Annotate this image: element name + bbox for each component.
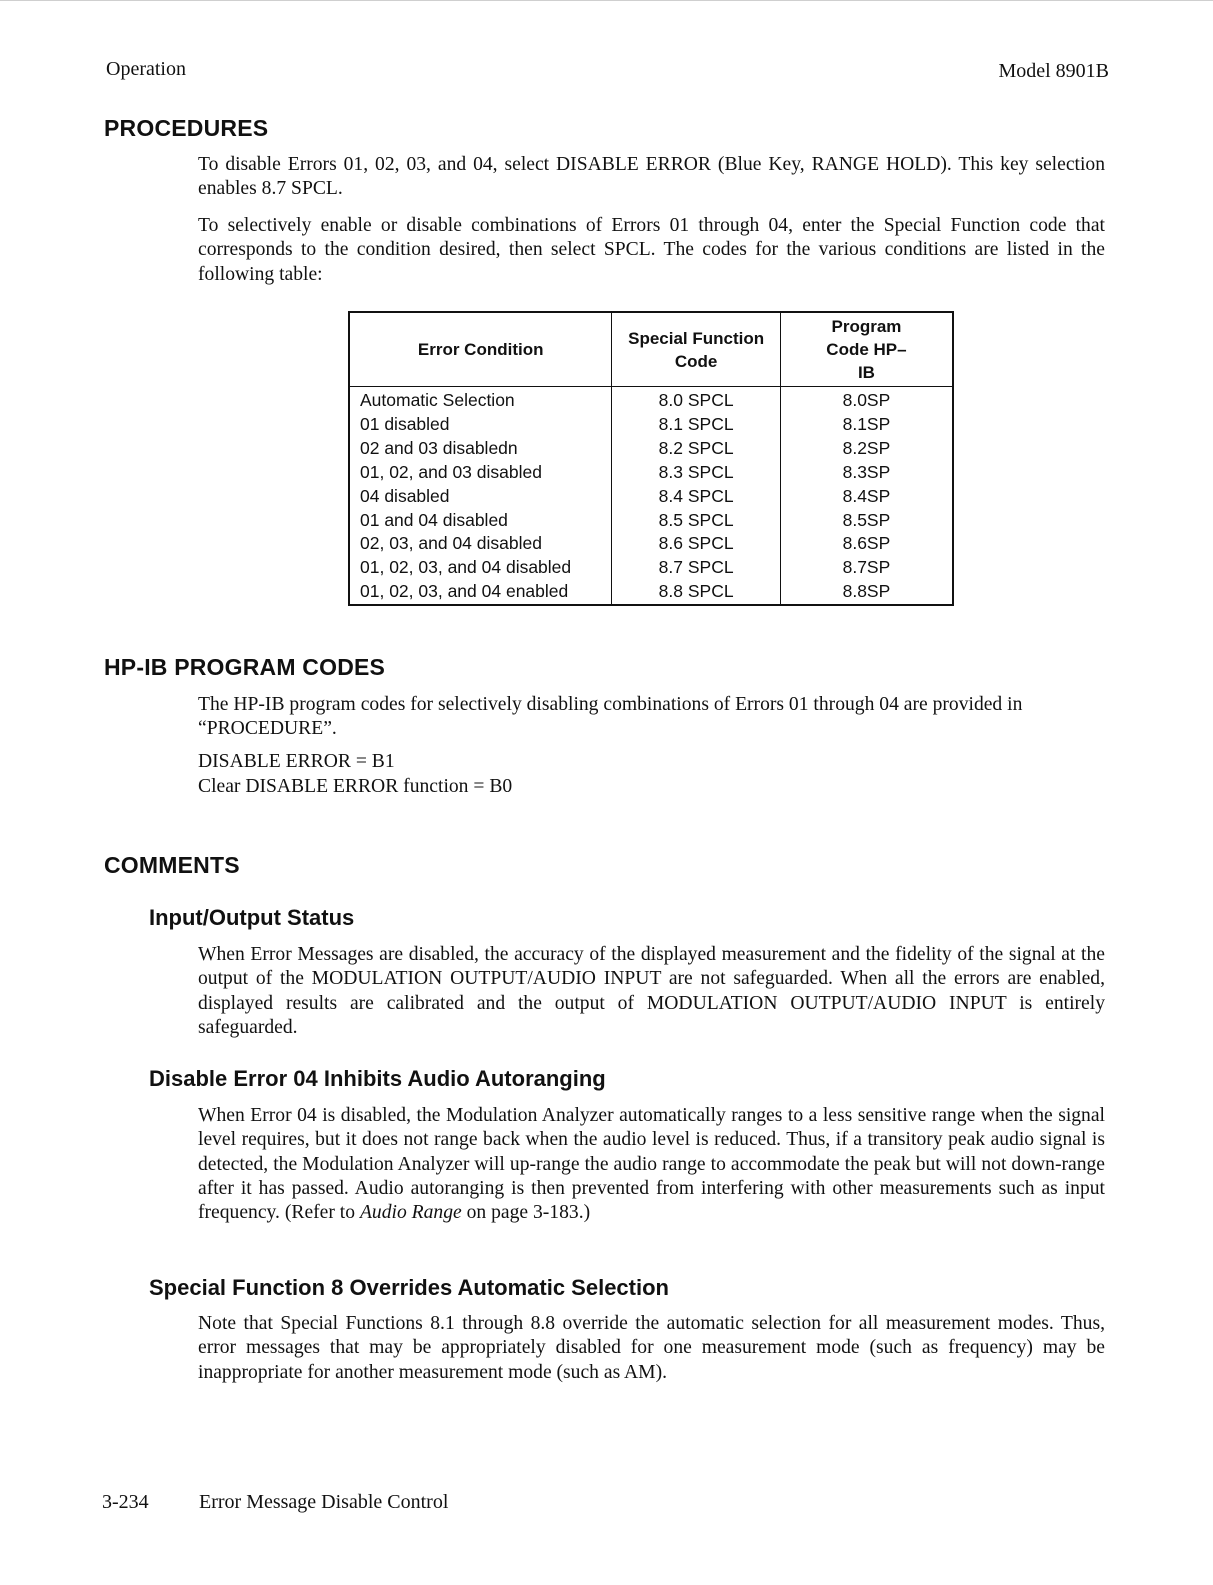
table-header-row — [349, 312, 953, 387]
io-status-heading: Input/Output Status — [149, 905, 355, 930]
cell-condition: 04 disabled — [349, 485, 612, 509]
procedures-heading: PROCEDURES — [104, 115, 269, 141]
cell-special-function: 8.0 SPCL — [612, 387, 781, 413]
sf8-paragraph: Note that Special Functions 8.1 through 8.8 override the automatic selection for all measurement modes. Thus, error messages that may be appropriately disabled for one measurement mode (such as frequency) may be inappropriate for another measurement mode (such as AM). — [198, 1313, 1105, 1383]
table-row — [349, 387, 953, 413]
table-row — [349, 437, 953, 461]
error04-page-reference: on page 3-183.) — [466, 1202, 591, 1224]
header-program-code-text: Program Code HP–IB — [826, 317, 907, 382]
table-row — [349, 556, 953, 580]
cell-special-function: 8.7 SPCL — [612, 556, 781, 580]
procedures-paragraph-1: To disable Errors 01, 02, 03, and 04, select DISABLE ERROR (Blue Key, RANGE HOLD). This key selection enables 8.7 SPCL. — [198, 154, 1105, 200]
header-special-function-code — [612, 312, 781, 387]
error04-text: When Error 04 is disabled, the Modulation Analyzer automatically ranges to a less sensitive range when the signal level requires, but it does not range back when the audio level is reduced. Thus, if a transitory peak audio signal is detected, the Modulation Analyzer will up-range the audio range to accommodate the peak but will not down-range after it has passed. Audio autoranging is then prevented from interfering with other measurements such as input frequency. (Refer to — [198, 1105, 1105, 1224]
error04-heading: Disable Error 04 Inhibits Audio Autoranging — [149, 1066, 606, 1091]
cell-condition: 01, 02, 03, and 04 enabled — [349, 580, 612, 605]
cell-program-code: 8.6SP — [780, 532, 953, 556]
cell-special-function: 8.3 SPCL — [612, 461, 781, 485]
table-row — [349, 413, 953, 437]
table-row — [349, 509, 953, 533]
header-special-function-code-text: Special Function Code — [628, 328, 765, 371]
cell-condition: 01, 02, and 03 disabled — [349, 461, 612, 485]
cell-special-function: 8.2 SPCL — [612, 437, 781, 461]
special-function-table — [348, 311, 954, 606]
running-head-model: Model 8901B — [998, 60, 1109, 82]
cell-condition: 01, 02, 03, and 04 disabled — [349, 556, 612, 580]
table-row — [349, 485, 953, 509]
cell-condition: 02 and 03 disabledn — [349, 437, 612, 461]
cell-program-code: 8.0SP — [780, 387, 953, 413]
cell-condition: 01 disabled — [349, 413, 612, 437]
cell-program-code: 8.7SP — [780, 556, 953, 580]
cell-program-code: 8.8SP — [780, 580, 953, 605]
cell-program-code: 8.1SP — [780, 413, 953, 437]
table-row — [349, 461, 953, 485]
error04-paragraph — [198, 1104, 1105, 1225]
page-number: 3-234 — [102, 1491, 149, 1513]
io-status-paragraph: When Error Messages are disabled, the accuracy of the displayed measurement and the fidelity of the signal at the output of the MODULATION OUTPUT/AUDIO INPUT are not safeguarded. When all the errors are enabled, displayed results are calibrated and the output of MODULATION OUTPUT/AUDIO INPUT is entirely safeguarded. — [198, 944, 1105, 1038]
header-program-code — [780, 312, 953, 387]
cell-special-function: 8.6 SPCL — [612, 532, 781, 556]
hpib-code-clear-disable-error: Clear DISABLE ERROR function = B0 — [198, 776, 513, 797]
cell-program-code: 8.3SP — [780, 461, 953, 485]
cell-program-code: 8.5SP — [780, 509, 953, 533]
audio-range-reference: Audio Range — [359, 1202, 462, 1224]
running-head-section: Operation — [106, 58, 186, 80]
header-error-condition: Error Condition — [349, 312, 612, 387]
cell-condition: 01 and 04 disabled — [349, 509, 612, 533]
cell-special-function: 8.8 SPCL — [612, 580, 781, 605]
cell-special-function: 8.4 SPCL — [612, 485, 781, 509]
cell-program-code: 8.2SP — [780, 437, 953, 461]
sf8-heading: Special Function 8 Overrides Automatic Selection — [149, 1275, 669, 1300]
hpib-code-disable-error: DISABLE ERROR = B1 — [198, 751, 395, 772]
comments-heading: COMMENTS — [104, 852, 240, 878]
top-rule — [0, 0, 1213, 1]
cell-condition: 02, 03, and 04 disabled — [349, 532, 612, 556]
table-row — [349, 580, 953, 605]
hpib-paragraph: The HP-IB program codes for selectively disabling combinations of Errors 01 through 04 are provided in “PROCEDURE”. — [198, 694, 1023, 740]
table-row — [349, 532, 953, 556]
hpib-heading: HP-IB PROGRAM CODES — [104, 654, 386, 680]
procedures-paragraph-2: To selectively enable or disable combinations of Errors 01 through 04, enter the Special Function code that corresponds to the condition desired, then select SPCL. The codes for the various conditions are listed in the following table: — [198, 215, 1105, 285]
cell-program-code: 8.4SP — [780, 485, 953, 509]
footer-title: Error Message Disable Control — [199, 1491, 449, 1513]
cell-condition: Automatic Selection — [349, 387, 612, 413]
cell-special-function: 8.1 SPCL — [612, 413, 781, 437]
cell-special-function: 8.5 SPCL — [612, 509, 781, 533]
